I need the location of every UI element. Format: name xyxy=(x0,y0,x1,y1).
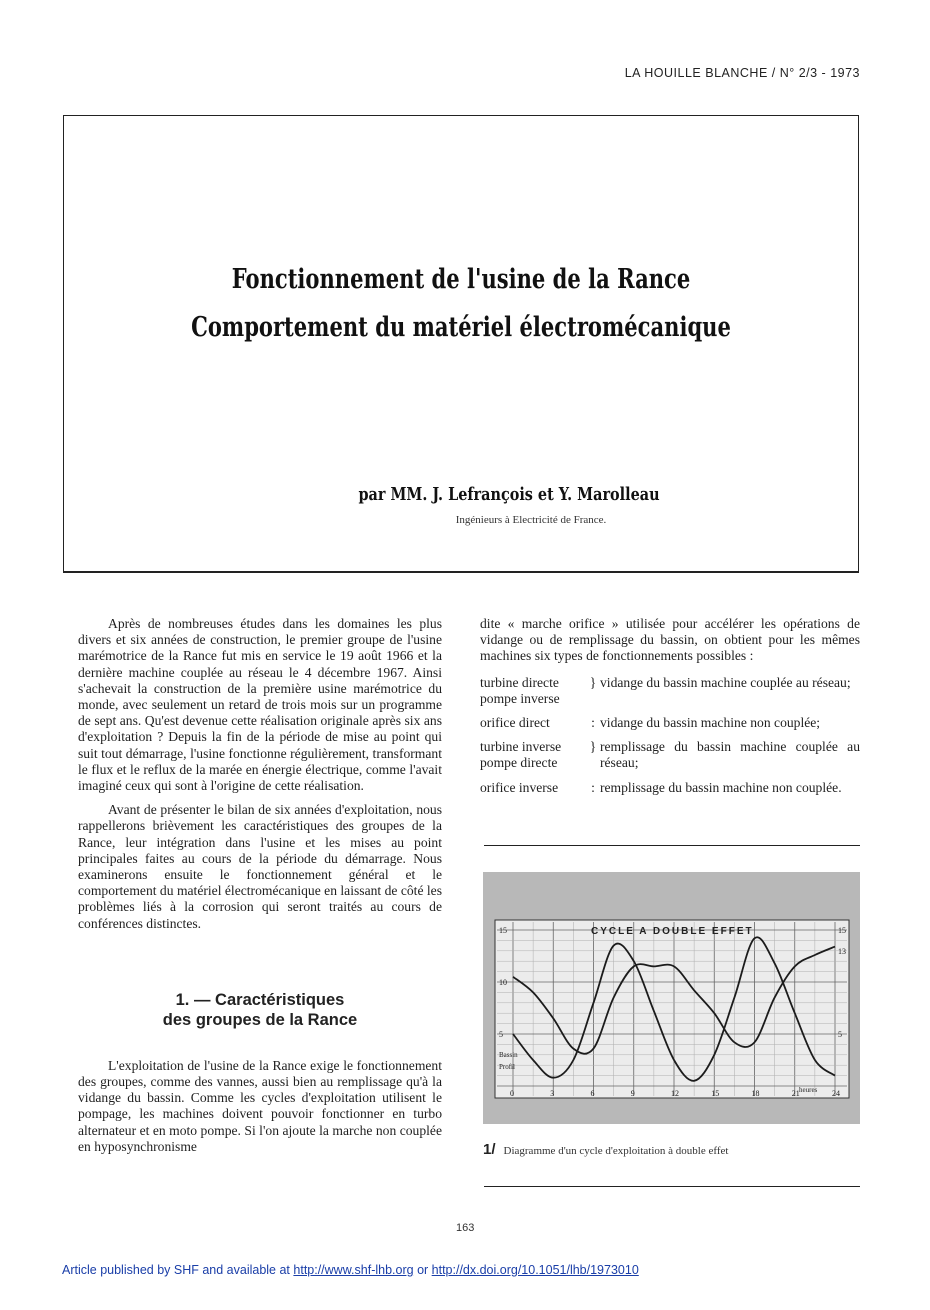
section-heading xyxy=(78,990,442,1030)
mode-label xyxy=(480,780,586,796)
divider xyxy=(484,1186,860,1187)
operating-modes-list xyxy=(480,675,860,796)
x-tick-label: 24 xyxy=(832,1089,840,1098)
mode-label-line: orifice inverse xyxy=(480,779,559,795)
section-heading-line-1: 1. — Caractéristiques xyxy=(175,990,345,1009)
y-tick-label-right: 15 xyxy=(838,926,846,935)
paragraph: L'exploitation de l'usine de la Rance exige le fonctionnement des groupes, comme des vannes, aussi bien au remplissage qu'à la vidange du bassin. Comme les cycles d'exploitation utilisent le pompage, les machines doivent pouvoir fonctionner en turbo alternateur et en moto pompe. Si l'on ajoute la marche non couplée en hyposynchronisme xyxy=(78,1057,442,1154)
title-line-2: Comportement du matériel électromécanique xyxy=(191,312,731,343)
x-tick-label: 0 xyxy=(510,1089,514,1098)
mode-description: remplissage du bassin machine non couplée. xyxy=(600,779,842,795)
label-bassin: Bassin xyxy=(499,1051,518,1059)
x-tick-label: 18 xyxy=(751,1089,760,1098)
y-tick-label-right: 13 xyxy=(838,946,846,956)
label-profil: Profil xyxy=(499,1063,515,1071)
footer-prefix: Article published by SHF and available at xyxy=(62,1263,294,1277)
footer-link-shf[interactable]: http://www.shf-lhb.org xyxy=(293,1263,414,1277)
mode-description: remplissage du bassin machine couplée au réseau; xyxy=(600,739,860,771)
mode-description: vidange du bassin machine couplée au réseau; xyxy=(600,674,851,690)
caption-text: Diagramme d'un cycle d'exploitation à double effet xyxy=(503,1145,729,1157)
x-tick-label: 6 xyxy=(590,1089,595,1098)
right-column xyxy=(480,616,860,804)
mode-label-line: pompe directe xyxy=(480,755,558,771)
operating-mode xyxy=(480,675,860,707)
plot-area xyxy=(495,920,849,1098)
mode-description: vidange du bassin machine non couplée; xyxy=(600,715,821,731)
authors: par MM. J. Lefrançois et Y. Marolleau xyxy=(358,484,660,505)
x-tick-label: 15 xyxy=(711,1089,720,1098)
affiliation: Ingénieurs à Electricité de France. xyxy=(455,514,607,526)
brace: : xyxy=(591,715,595,731)
figure-cycle-diagram xyxy=(483,872,860,1124)
x-tick-label: 12 xyxy=(671,1089,679,1098)
divider xyxy=(484,845,860,846)
title-box xyxy=(63,115,859,573)
x-unit-label: heures xyxy=(799,1086,818,1094)
footer-citation xyxy=(62,1263,639,1277)
caption-number: 1/ xyxy=(483,1141,496,1158)
brace: } xyxy=(589,739,597,755)
paragraph: dite « marche orifice » utilisée pour accélérer les opérations de vidange ou de remplissage du bassin, on obtient pour les mêmes machines six types de fonctionnements possibles : xyxy=(480,616,860,664)
brace: : xyxy=(591,779,595,795)
left-column xyxy=(78,616,442,1163)
mode-label xyxy=(480,739,586,771)
section-heading-line-2: des groupes de la Rance xyxy=(162,1010,358,1029)
mode-label-line: pompe inverse xyxy=(480,690,560,706)
y-tick-label: 10 xyxy=(499,978,507,987)
cycle-chart xyxy=(483,872,860,1124)
x-tick-label: 9 xyxy=(630,1089,635,1098)
journal-header: LA HOUILLE BLANCHE / N° 2/3 - 1973 xyxy=(624,66,860,80)
mode-label xyxy=(480,675,586,707)
operating-mode xyxy=(480,780,860,796)
x-tick-label: 3 xyxy=(550,1089,555,1098)
footer-middle: or xyxy=(413,1263,432,1277)
x-tick-label: 21 xyxy=(791,1089,800,1098)
brace: } xyxy=(589,674,597,690)
mode-label-line: turbine inverse xyxy=(480,739,562,755)
mode-label-line: orifice direct xyxy=(480,715,550,731)
figure-caption xyxy=(483,1141,728,1158)
y-tick-label: 5 xyxy=(499,1030,503,1039)
page-number: 163 xyxy=(456,1222,475,1234)
paragraph: Après de nombreuses études dans les domaines les plus divers et six années de construction, le premier groupe de l'usine marémotrice de la Rance fut mis en service le 19 août 1966 et la dernière machine couplée au réseau le 4 décembre 1967. Ainsi s'achevait la construction de la première usine marémotrice du monde, avec seulement un retard de trois mois sur un programme de sept ans. Qu'est devenue cette réalisation originale après six ans d'exploitation ? Depuis la fin de la période de mise au point qui suit tout démarrage, l'usine fonctionne régulièrement, transformant le flux et le reflux de la marée en énergie électrique, comme l'avait imaginé ceux qui sont à l'origine de cette réalisation. xyxy=(78,616,442,794)
y-tick-label-right: 5 xyxy=(838,1030,842,1039)
y-tick-label: 15 xyxy=(499,926,507,935)
paragraph: Avant de présenter le bilan de six années d'exploitation, nous rappellerons brièvement les caractéristiques des groupes de la Rance, leur intégration dans l'usine et les mises au point principales faites au cours de la période du démarrage. Nous examinerons ensuite le fonctionnement général et le comportement du matériel électromécanique en laissant de côté les problèmes liés à la corrosion qui seront traités au cours de conférences distinctes. xyxy=(78,802,442,931)
article-title xyxy=(151,256,770,352)
mode-label xyxy=(480,715,586,731)
footer-link-doi[interactable]: http://dx.doi.org/10.1051/lhb/1973010 xyxy=(431,1263,639,1277)
operating-mode xyxy=(480,739,860,771)
title-line-1: Fonctionnement de l'usine de la Rance xyxy=(231,264,691,295)
mode-label-line: turbine directe xyxy=(480,674,559,690)
chart-title: CYCLE A DOUBLE EFFET xyxy=(591,926,754,937)
operating-mode xyxy=(480,715,860,731)
